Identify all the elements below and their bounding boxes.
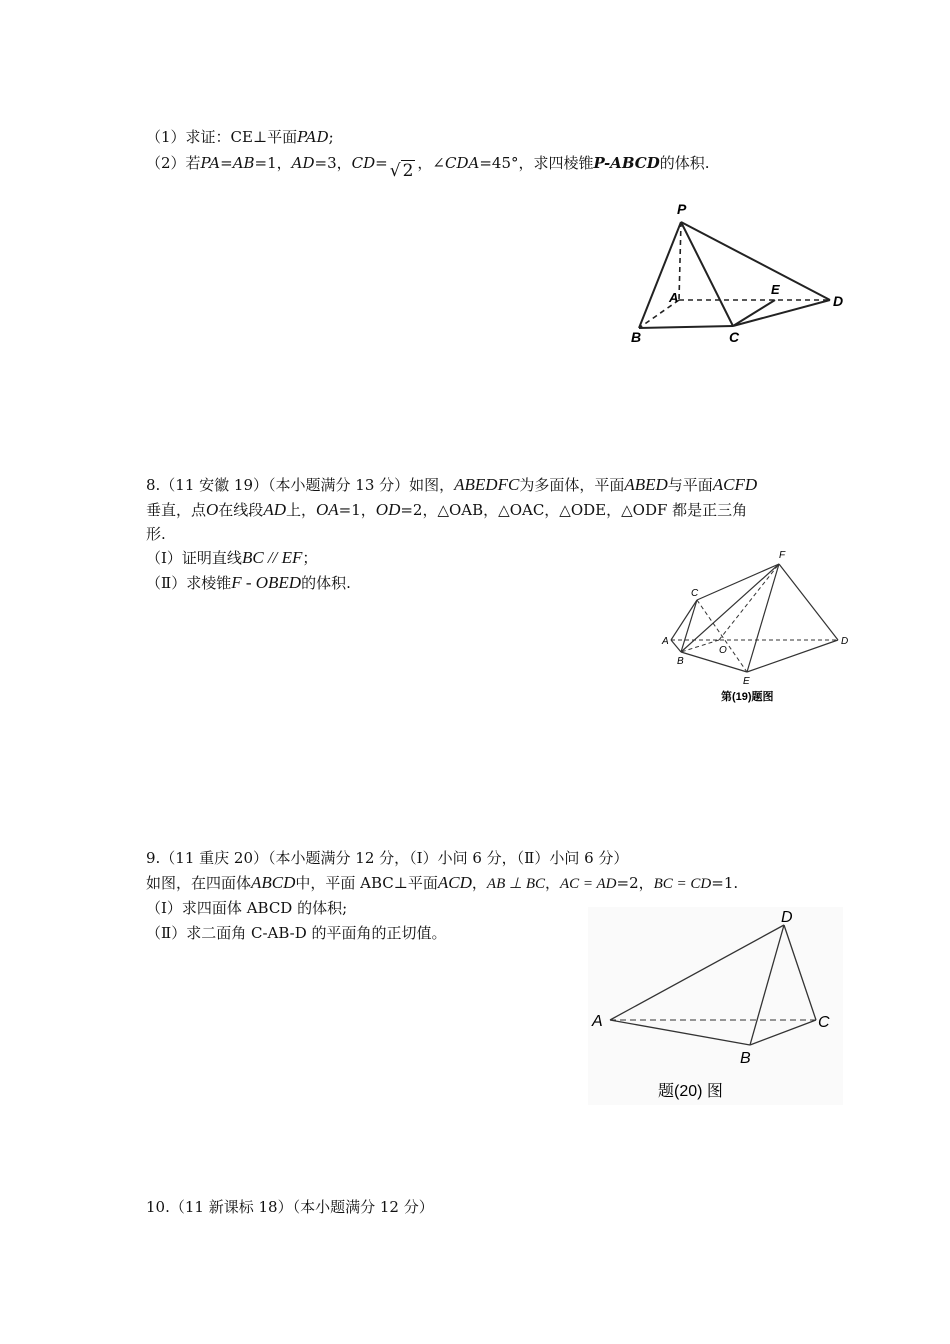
label-D: D — [841, 636, 849, 647]
edge-CA — [671, 600, 697, 640]
label-A: A — [592, 1013, 603, 1030]
edge-CE — [697, 600, 747, 672]
edge-FD — [779, 564, 838, 640]
label-A: A — [669, 290, 679, 305]
label-B: B — [631, 329, 642, 345]
edge-PB — [639, 222, 681, 328]
q7-part1: （1）求证：CE⊥平面PAD; — [146, 128, 334, 146]
edge-OB — [681, 640, 719, 652]
label-F: F — [779, 550, 786, 561]
q8-line1: 8.（11 安徽 19）（本小题满分 13 分）如图，ABEDFC为多面体，平面ABED与平面ACFD — [146, 475, 758, 494]
label-B: B — [677, 656, 684, 667]
label-C: C — [729, 329, 740, 345]
figure-caption: 第(19)题图 — [721, 691, 774, 703]
tetrahedron-figure-abcd — [588, 907, 843, 1105]
edge-CD — [733, 300, 830, 326]
sqrt-expression: √ 2 — [389, 161, 414, 181]
edge-FB — [681, 564, 779, 652]
label-B: B — [740, 1050, 751, 1067]
label-C: C — [818, 1014, 830, 1031]
label-D: D — [781, 909, 793, 926]
edge-PD — [681, 222, 830, 300]
q8-line3: 形. — [146, 525, 166, 543]
edge-ED — [747, 640, 838, 672]
edge-BC — [639, 326, 733, 328]
edge-AB — [671, 640, 681, 652]
label-O: O — [719, 645, 727, 656]
edge-FC — [697, 564, 779, 600]
q9-line1: 9.（11 重庆 20）（本小题满分 12 分，（Ⅰ）小问 6 分，（Ⅱ）小问 6 分） — [146, 849, 629, 867]
edge-FE — [747, 564, 779, 672]
edge-BE — [681, 652, 747, 672]
q9-part1: （Ⅰ）求四面体 ABCD 的体积; — [146, 899, 348, 917]
edge-OF — [719, 564, 779, 640]
polyhedron-figure-abedfc — [655, 546, 860, 706]
label-A: A — [662, 636, 669, 647]
label-D: D — [833, 293, 844, 309]
q7-part2: （2）若PA=AB=1，AD=3，CD= √ 2 ，∠CDA=45°，求四棱锥P-ABCD的体积. — [146, 154, 710, 181]
q9-part2: （Ⅱ）求二面角 C-AB-D 的平面角的正切值。 — [146, 924, 447, 942]
label-E: E — [743, 676, 750, 687]
edge-PA — [679, 222, 681, 300]
edge-CE — [733, 300, 775, 326]
q8-part1: （Ⅰ）证明直线BC // EF； — [146, 548, 318, 567]
q8-part2: （Ⅱ）求棱锥F - OBED的体积. — [146, 573, 351, 592]
label-C: C — [691, 588, 699, 599]
pyramid-figure-pabcd — [625, 198, 855, 348]
edge-PC — [681, 222, 733, 326]
q9-line2: 如图，在四面体ABCD中，平面 ABC⊥平面ACD，AB ⊥ BC，AC = AD=2，BC = CD=1. — [146, 873, 739, 892]
figure-caption: 题(20) 图 — [658, 1083, 723, 1100]
label-P: P — [677, 201, 687, 217]
label-E: E — [771, 282, 780, 297]
q8-line2: 垂直，点O在线段AD上，OA=1，OD=2，△OAB，△OAC，△ODE，△ODF 都是正三角 — [146, 500, 748, 519]
q10-line1: 10.（11 新课标 18）（本小题满分 12 分） — [146, 1198, 434, 1216]
